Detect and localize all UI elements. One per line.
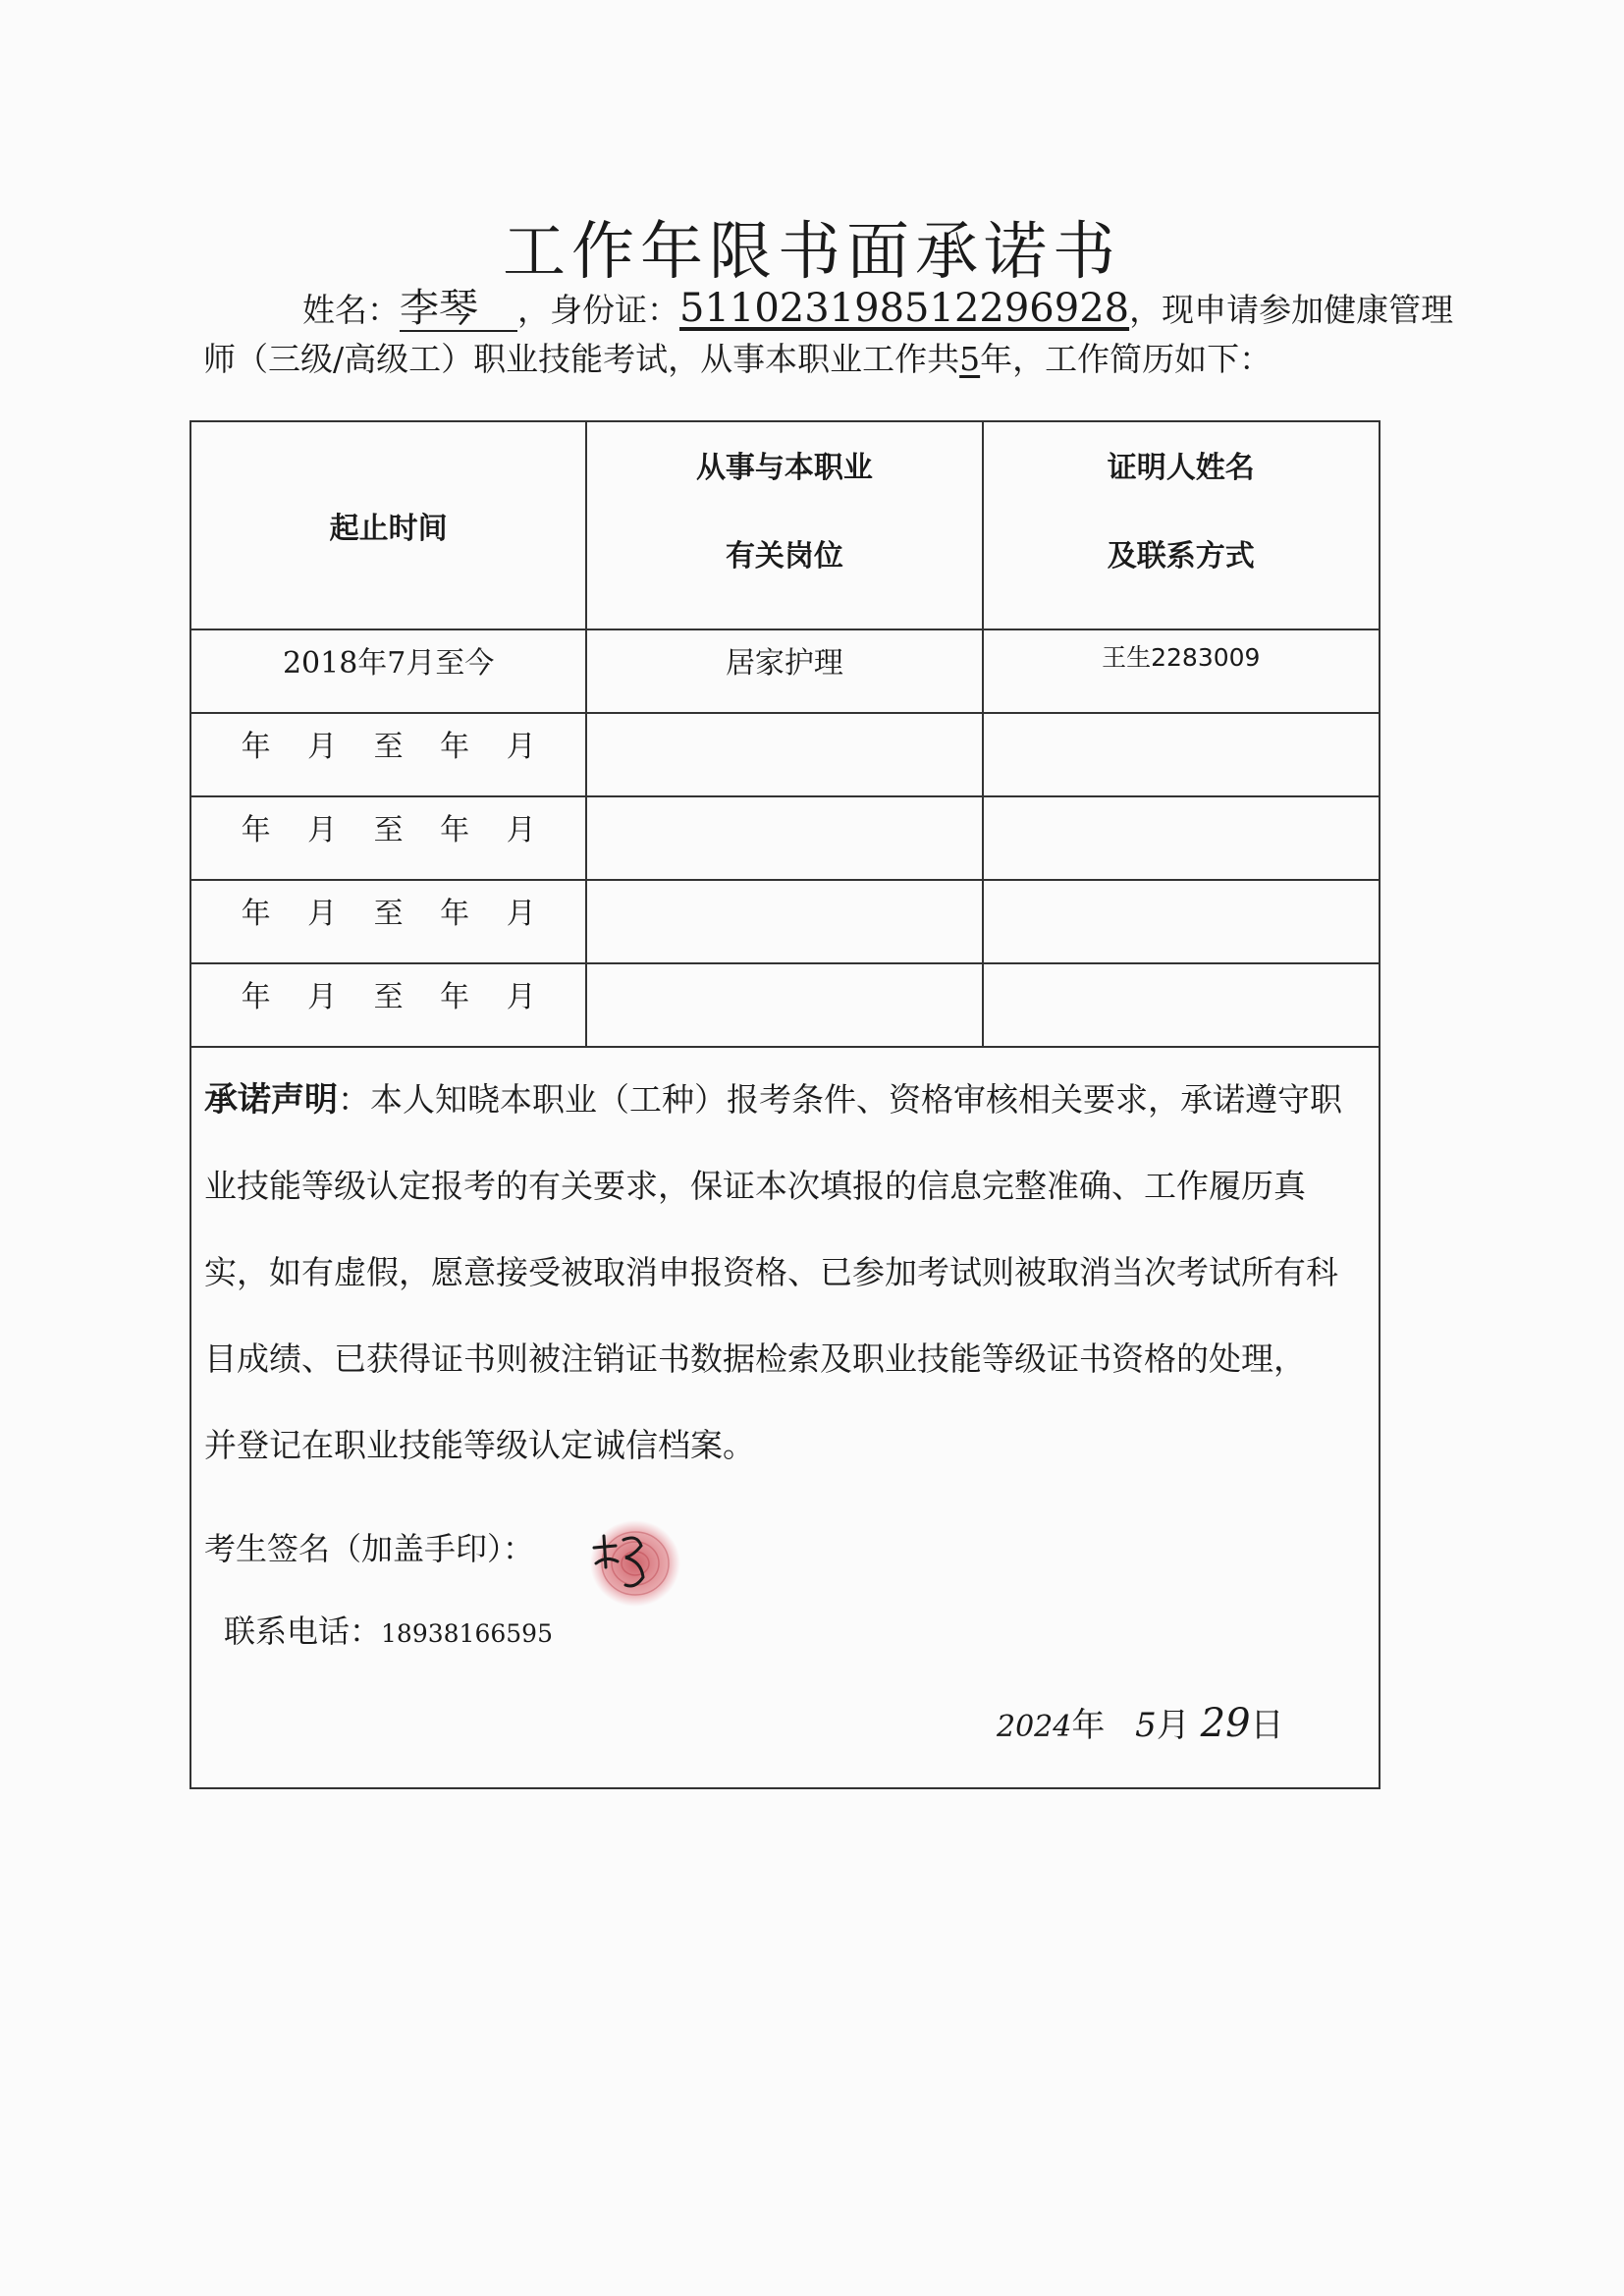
id-value: 511023198512296928 (679, 286, 1130, 331)
intro-line-1 (302, 285, 1453, 332)
row-witness: 王生2283009 (1102, 643, 1261, 672)
row-period: 年 月 至 年 月 (241, 730, 536, 764)
row-period: 年 月 至 年 月 (241, 897, 536, 931)
intro-line1-tail: ，现申请参加健康管理 (1129, 291, 1454, 329)
document-title: 工作年限书面承诺书 (503, 216, 1121, 289)
date-day-label: 日 (1250, 1706, 1284, 1745)
table-row (190, 880, 1380, 963)
date-month-label: 月 (1156, 1706, 1190, 1745)
row-position (587, 714, 981, 722)
row-position (587, 797, 981, 805)
signature-date (997, 1698, 1284, 1746)
pledge-body: ：本人知晓本职业（工种）报考条件、资格审核相关要求，承诺遵守职业技能等级认定报考的有关要求，保证本次填报的信息完整准确、工作履历真实，如有虚假，愿意接受被取消申报资格、已参加考试则被取消当次考试所有科目成绩、已获得证书则被注销证书数据检索及职业技能等级证书资格的处理， 并登记在职业技能等级认定诚信档案。 (204, 1080, 1342, 1464)
header-period: 起止时间 (190, 421, 586, 629)
row-witness (984, 797, 1379, 805)
intro-line-2 (203, 334, 1272, 380)
phone-label: 联系电话： (224, 1613, 382, 1650)
fingerprint-signature (576, 1506, 694, 1618)
intro-line2-head: 师（三级/高级工）职业技能考试，从事本职业工作共 (203, 340, 960, 378)
header-witness-line1: 证明人姓名 (1107, 451, 1255, 485)
date-month: 5 (1135, 1706, 1157, 1745)
header-witness-line2: 及联系方式 (1107, 539, 1255, 574)
header-position-line1: 从事与本职业 (695, 451, 873, 485)
table-row (190, 796, 1380, 880)
row-period: 年 月 至 年 月 (241, 980, 536, 1014)
pledge-text (204, 1057, 1343, 1489)
table-row (190, 629, 1380, 713)
header-position (586, 421, 982, 629)
date-day: 29 (1200, 1701, 1251, 1746)
name-value: 李琴 (400, 287, 517, 332)
id-label: ，身份证： (517, 291, 679, 329)
phone-line (224, 1607, 553, 1652)
row-position (587, 964, 981, 972)
row-position (587, 881, 981, 889)
row-witness (984, 881, 1379, 889)
table-header-row (190, 421, 1380, 629)
header-witness (983, 421, 1380, 629)
intro-line2-tail: 年，工作简历如下： (980, 340, 1272, 378)
date-year: 2024 (997, 1710, 1072, 1744)
phone-value: 18938166595 (381, 1619, 553, 1648)
header-position-line2: 有关岗位 (725, 539, 843, 574)
pledge-section (189, 1045, 1380, 1789)
name-label: 姓名： (302, 291, 400, 329)
row-period: 年 月 至 年 月 (241, 813, 536, 847)
row-period: 2018年7月至今 (282, 646, 495, 681)
date-year-label: 年 (1071, 1706, 1106, 1745)
signature-label: 考生签名（加盖手印）： (204, 1530, 535, 1567)
work-history-table (189, 420, 1380, 1048)
row-witness (984, 964, 1379, 972)
table-row (190, 713, 1380, 796)
row-position: 居家护理 (725, 646, 843, 681)
table-row (190, 963, 1380, 1047)
pledge-heading: 承诺声明 (204, 1080, 338, 1120)
years-value: 5 (959, 340, 981, 378)
row-witness (984, 714, 1379, 722)
